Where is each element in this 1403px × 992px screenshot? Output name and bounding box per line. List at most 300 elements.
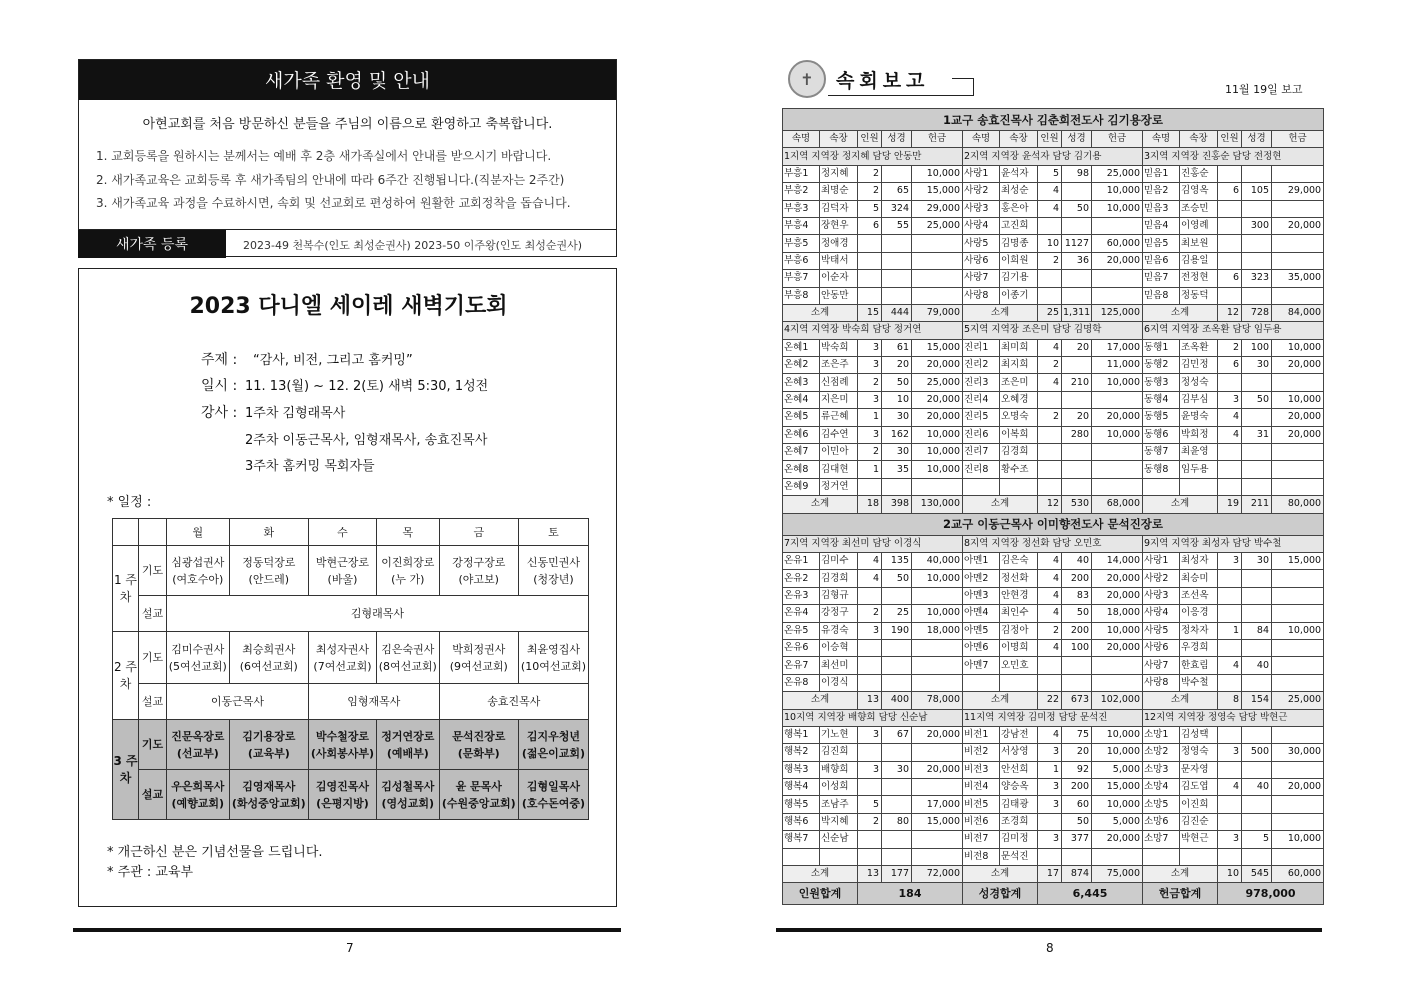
table-cell: 1 — [1218, 622, 1242, 639]
table-cell — [1000, 674, 1038, 691]
table-cell: 2 — [858, 605, 882, 622]
prayer-leader: 김기용장로 (교육부) — [229, 720, 308, 770]
subtotal-label: 소계 — [1143, 304, 1218, 321]
table-row — [783, 605, 1324, 622]
table-cell: 온유8 — [783, 674, 820, 691]
table-row — [783, 391, 1324, 408]
table-cell: 30 — [882, 444, 912, 461]
prayer-row-label: 기도 — [139, 632, 167, 684]
region-header: 12지역 지역장 정영숙 담당 박현근 — [1143, 709, 1324, 726]
table-cell: 10,000 — [912, 570, 963, 587]
table-cell — [1062, 217, 1092, 234]
table-cell: 진리1 — [963, 339, 1000, 356]
table-cell — [1038, 287, 1062, 304]
subtotal-label: 소계 — [783, 692, 858, 709]
table-cell: 190 — [882, 622, 912, 639]
table-cell — [1272, 461, 1324, 478]
table-cell — [1092, 461, 1143, 478]
day-header: 목 — [376, 519, 439, 546]
table-cell — [1218, 461, 1242, 478]
table-cell: 사랑7 — [1143, 657, 1180, 674]
table-cell: 소망5 — [1143, 796, 1180, 813]
table-cell: 부흥8 — [783, 287, 820, 304]
table-cell: 진리8 — [963, 461, 1000, 478]
table-cell — [1092, 478, 1143, 495]
report-date: 11월 19일 보고 — [1225, 83, 1303, 96]
table-cell: 고진희 — [1000, 217, 1038, 234]
table-cell — [1218, 726, 1242, 743]
table-cell — [1242, 444, 1272, 461]
table-cell: 부흥7 — [783, 270, 820, 287]
table-cell: 20,000 — [1092, 831, 1143, 848]
table-cell — [882, 235, 912, 252]
table-cell: 정지혜 — [820, 165, 858, 182]
table-cell: 사랑4 — [1143, 605, 1180, 622]
note: * 개근하신 분은 기념선물을 드립니다. — [107, 845, 323, 860]
table-cell: 문자영 — [1180, 761, 1218, 778]
subtotal-label: 소계 — [1143, 692, 1218, 709]
column-header: 성경 — [1062, 131, 1092, 148]
table-cell: 17,000 — [1092, 339, 1143, 356]
table-cell: 40 — [1242, 779, 1272, 796]
table-cell: 3 — [1218, 391, 1242, 408]
table-cell: 20,000 — [1092, 409, 1143, 426]
table-cell: 55 — [882, 217, 912, 234]
table-cell: 4 — [1038, 552, 1062, 569]
table-cell — [912, 744, 963, 761]
table-cell — [882, 779, 912, 796]
table-cell: 29,000 — [1272, 183, 1324, 200]
table-cell — [783, 848, 820, 865]
table-cell: 온유2 — [783, 570, 820, 587]
table-cell: 온혜2 — [783, 357, 820, 374]
sermon-speaker: 김형래목사 — [167, 596, 589, 632]
speaker-label: 강사 : — [201, 405, 238, 421]
table-cell: 소망7 — [1143, 831, 1180, 848]
table-row — [783, 426, 1324, 443]
table-row — [783, 587, 1324, 604]
table-cell — [882, 657, 912, 674]
table-row — [783, 709, 1324, 726]
table-cell: 135 — [882, 552, 912, 569]
table-cell: 장현우 — [820, 217, 858, 234]
table-cell — [1062, 183, 1092, 200]
table-cell: 동행2 — [1143, 357, 1180, 374]
date-text: 11. 13(월) ~ 12. 2(토) 새벽 5:30, 1성전 — [245, 379, 489, 394]
table-cell: 10,000 — [1272, 831, 1324, 848]
table-cell: 행복4 — [783, 779, 820, 796]
table-cell — [912, 674, 963, 691]
table-cell: 조남주 — [820, 796, 858, 813]
table-cell: 4 — [1038, 570, 1062, 587]
sermon-speaker: 임형재목사 — [308, 684, 439, 720]
welcome-step: 2. 새가족교육은 교회등록 후 새가족팀의 안내에 따라 6주간 진행됩니다.(직분자는 2주간) — [96, 172, 565, 187]
table-cell: 14,000 — [1092, 552, 1143, 569]
table-cell: 황수조 — [1000, 461, 1038, 478]
prayer-leader: 이진희장로 (누 가) — [376, 546, 439, 596]
table-cell: 사랑8 — [963, 287, 1000, 304]
subtotal-label: 소계 — [783, 304, 858, 321]
table-cell: 진리7 — [963, 444, 1000, 461]
table-row — [783, 148, 1324, 165]
table-cell — [882, 674, 912, 691]
table-row — [783, 639, 1324, 656]
table-cell — [1092, 391, 1143, 408]
table-row — [783, 200, 1324, 217]
table-cell: 11,000 — [1092, 357, 1143, 374]
table-cell: 60 — [1062, 796, 1092, 813]
table-cell — [1038, 848, 1062, 865]
subtotal-value: 130,000 — [912, 496, 963, 513]
table-cell: 3 — [1218, 744, 1242, 761]
total-label: 인원합계 — [783, 883, 858, 905]
table-cell — [1272, 761, 1324, 778]
table-cell — [1092, 287, 1143, 304]
table-cell — [912, 639, 963, 656]
table-cell: 사랑8 — [1143, 674, 1180, 691]
table-cell: 6 — [858, 217, 882, 234]
table-cell: 동행3 — [1143, 374, 1180, 391]
table-cell: 5 — [858, 200, 882, 217]
table-cell — [1062, 461, 1092, 478]
table-cell: 67 — [882, 726, 912, 743]
table-cell: 최성자 — [1180, 552, 1218, 569]
table-cell: 10,000 — [1272, 339, 1324, 356]
table-cell: 최선미 — [820, 657, 858, 674]
week-label: 1 주 차 — [113, 546, 139, 632]
table-cell: 10,000 — [1092, 726, 1143, 743]
table-cell: 5,000 — [1092, 813, 1143, 830]
subtotal-value: 15 — [858, 304, 882, 321]
subtotal-value: 12 — [1038, 496, 1062, 513]
column-header: 성경 — [1242, 131, 1272, 148]
table-cell — [1272, 813, 1324, 830]
prayer-row-label: 기도 — [139, 720, 167, 770]
table-cell: 이순자 — [820, 270, 858, 287]
speaker-2: 2주차 이동근목사, 임형재목사, 송효진목사 — [245, 433, 488, 448]
table-cell: 6 — [1218, 357, 1242, 374]
subtotal-value: 545 — [1242, 866, 1272, 883]
table-cell — [882, 796, 912, 813]
table-row — [783, 165, 1324, 182]
table-cell: 부흥1 — [783, 165, 820, 182]
table-cell — [1242, 761, 1272, 778]
table-cell — [1038, 270, 1062, 287]
sermon-speaker: 이동근목사 — [167, 684, 309, 720]
table-row — [783, 252, 1324, 269]
table-row — [783, 552, 1324, 569]
table-cell: 4 — [1218, 657, 1242, 674]
sermon-speaker: 김영재목사 (화성중앙교회) — [229, 770, 308, 820]
table-cell: 진리5 — [963, 409, 1000, 426]
table-cell: 온혜9 — [783, 478, 820, 495]
table-cell: 김경희 — [820, 570, 858, 587]
church-logo-icon: ✝ — [788, 60, 826, 98]
table-cell: 4 — [1218, 409, 1242, 426]
column-header: 속장 — [1000, 131, 1038, 148]
table-cell: 문석진 — [1000, 848, 1038, 865]
table-cell: 323 — [1242, 270, 1272, 287]
registration-text: 2023-49 천복수(인도 최성순권사) 2023-50 이주왕(인도 최성순권사) — [243, 239, 583, 252]
table-cell: 홍은아 — [1000, 200, 1038, 217]
table-cell: 신점례 — [820, 374, 858, 391]
table-cell: 정동덕 — [1180, 287, 1218, 304]
table-cell: 15,000 — [912, 339, 963, 356]
table-cell: 3 — [858, 622, 882, 639]
day-header: 월 — [167, 519, 230, 546]
table-cell: 3 — [1218, 552, 1242, 569]
table-cell: 우경희 — [1180, 639, 1218, 656]
table-cell — [1242, 674, 1272, 691]
table-cell: 사랑3 — [963, 200, 1000, 217]
table-cell: 최지희 — [1000, 357, 1038, 374]
prayer-row-label: 기도 — [139, 546, 167, 596]
table-cell: 정차자 — [1180, 622, 1218, 639]
subtotal-value: 68,000 — [1092, 496, 1143, 513]
day-header: 화 — [229, 519, 308, 546]
week-label: 3 주 차 — [113, 720, 139, 820]
table-cell: 4 — [858, 570, 882, 587]
table-cell: 50 — [882, 570, 912, 587]
table-cell — [858, 831, 882, 848]
subtotal-value: 728 — [1242, 304, 1272, 321]
table-cell: 정성숙 — [1180, 374, 1218, 391]
table-cell: 65 — [882, 183, 912, 200]
table-cell — [882, 287, 912, 304]
table-cell: 2 — [1038, 252, 1062, 269]
table-cell — [1242, 252, 1272, 269]
table-cell — [858, 848, 882, 865]
subtotal-value: 19 — [1218, 496, 1242, 513]
table-row — [783, 848, 1324, 865]
table-cell — [1272, 235, 1324, 252]
table-cell — [1038, 426, 1062, 443]
column-header: 인원 — [1038, 131, 1062, 148]
table-cell — [1218, 165, 1242, 182]
table-cell — [1062, 444, 1092, 461]
prayer-leader: 김지우청년 (젊은이교회) — [518, 720, 588, 770]
table-cell: 5 — [858, 796, 882, 813]
table-cell — [882, 252, 912, 269]
table-cell — [1242, 374, 1272, 391]
table-cell — [1242, 461, 1272, 478]
table-cell: 부흥6 — [783, 252, 820, 269]
table-cell: 비전7 — [963, 831, 1000, 848]
table-cell: 온유6 — [783, 639, 820, 656]
table-cell — [882, 270, 912, 287]
table-cell: 31 — [1242, 426, 1272, 443]
table-row — [783, 496, 1324, 513]
table-cell: 행복3 — [783, 761, 820, 778]
table-cell: 조은미 — [1000, 374, 1038, 391]
column-header: 헌금 — [1092, 131, 1143, 148]
table-row — [783, 235, 1324, 252]
table-cell: 20,000 — [1092, 570, 1143, 587]
column-header: 성경 — [882, 131, 912, 148]
table-cell: 아멘1 — [963, 552, 1000, 569]
table-cell: 사랑4 — [963, 217, 1000, 234]
table-cell: 김진순 — [1180, 813, 1218, 830]
table-cell: 36 — [1062, 252, 1092, 269]
table-cell: 280 — [1062, 426, 1092, 443]
table-cell: 210 — [1062, 374, 1092, 391]
subtotal-value: 530 — [1062, 496, 1092, 513]
table-cell: 3 — [858, 357, 882, 374]
table-cell: 소망6 — [1143, 813, 1180, 830]
table-cell: 김미수 — [820, 552, 858, 569]
table-row — [783, 304, 1324, 321]
table-cell: 4 — [1038, 639, 1062, 656]
table-cell: 84 — [1242, 622, 1272, 639]
table-cell: 조은주 — [820, 357, 858, 374]
table-cell: 4 — [1038, 200, 1062, 217]
prayer-leader: 강정구장로 (야고보) — [439, 546, 518, 596]
table-cell: 이경식 — [820, 674, 858, 691]
subtotal-label: 소계 — [783, 496, 858, 513]
table-cell: 40 — [1242, 657, 1272, 674]
column-header: 속장 — [820, 131, 858, 148]
table-cell: 온혜7 — [783, 444, 820, 461]
schedule-label: * 일정 : — [107, 495, 152, 510]
table-cell: 20,000 — [1092, 639, 1143, 656]
table-cell — [1242, 409, 1272, 426]
welcome-steps — [96, 145, 616, 216]
table-cell: 동행6 — [1143, 426, 1180, 443]
sermon-speaker: 송효진목사 — [439, 684, 588, 720]
speaker-3: 3주차 홈커밍 목회자들 — [245, 459, 375, 474]
table-cell: 정거연 — [820, 478, 858, 495]
table-row — [783, 322, 1324, 339]
prayer-leader: 최성자권사 (7여선교회) — [308, 632, 376, 684]
table-cell: 최보원 — [1180, 235, 1218, 252]
table-cell — [1242, 848, 1272, 865]
table-row — [783, 409, 1324, 426]
table-cell: 30 — [882, 761, 912, 778]
table-cell: 10,000 — [912, 426, 963, 443]
registration-bar — [78, 229, 617, 257]
sermon-speaker: 김영진목사 (은평지방) — [308, 770, 376, 820]
table-cell: 3 — [1038, 744, 1062, 761]
table-cell — [858, 587, 882, 604]
table-cell: 2 — [858, 813, 882, 830]
table-cell — [882, 848, 912, 865]
table-cell: 1 — [1038, 761, 1062, 778]
table-cell: 2 — [1038, 622, 1062, 639]
table-cell: 정선화 — [1000, 570, 1038, 587]
table-row — [783, 535, 1324, 552]
table-cell — [1242, 587, 1272, 604]
subtotal-value: 79,000 — [912, 304, 963, 321]
column-header: 속장 — [1180, 131, 1218, 148]
table-cell: 100 — [1242, 339, 1272, 356]
subtotal-value: 13 — [858, 866, 882, 883]
schedule-table — [112, 518, 589, 820]
table-cell — [858, 779, 882, 796]
table-row — [783, 883, 1324, 905]
table-cell: 김은숙 — [1000, 552, 1038, 569]
table-row — [783, 866, 1324, 883]
table-cell — [1218, 444, 1242, 461]
subtotal-value: 17 — [1038, 866, 1062, 883]
subtotal-label: 소계 — [963, 304, 1038, 321]
table-cell — [1092, 270, 1143, 287]
table-cell — [1092, 674, 1143, 691]
table-cell — [858, 270, 882, 287]
prayer-title: 2023 다니엘 세이레 새벽기도회 — [189, 294, 508, 319]
table-cell: 200 — [1062, 779, 1092, 796]
subtotal-value: 1,311 — [1062, 304, 1092, 321]
page-number: 7 — [346, 941, 354, 955]
table-cell: 김용일 — [1180, 252, 1218, 269]
table-cell — [1218, 605, 1242, 622]
table-cell — [1242, 478, 1272, 495]
table-row — [783, 779, 1324, 796]
table-cell: 30 — [1242, 552, 1272, 569]
table-cell: 온혜6 — [783, 426, 820, 443]
region-header: 11지역 지역장 김미정 담당 문석진 — [963, 709, 1143, 726]
welcome-step: 3. 새가족교육 과정을 수료하시면, 속회 및 선교회로 편성하여 원활한 교회정착을 돕습니다. — [96, 196, 571, 210]
table-cell: 진리4 — [963, 391, 1000, 408]
table-cell — [858, 674, 882, 691]
table-cell — [1062, 391, 1092, 408]
table-cell: 5,000 — [1092, 761, 1143, 778]
welcome-step: 1. 교회등록을 원하시는 분께서는 예배 후 2층 새가족실에서 안내를 받으시기 바랍니다. — [96, 149, 552, 163]
table-row — [783, 513, 1324, 535]
table-cell: 80 — [882, 813, 912, 830]
table-cell: 유경숙 — [820, 622, 858, 639]
table-cell — [1000, 478, 1038, 495]
table-cell: 사랑6 — [1143, 639, 1180, 656]
table-cell — [882, 587, 912, 604]
table-cell: 온혜8 — [783, 461, 820, 478]
table-cell: 윤석자 — [1000, 165, 1038, 182]
table-cell: 동행7 — [1143, 444, 1180, 461]
table-cell: 믿음1 — [1143, 165, 1180, 182]
table-cell: 20 — [1062, 744, 1092, 761]
speaker-1: 1주차 김형래목사 — [245, 406, 346, 421]
table-cell: 5 — [1242, 831, 1272, 848]
table-cell: 3 — [1038, 779, 1062, 796]
table-cell — [1242, 200, 1272, 217]
table-cell: 3 — [1038, 796, 1062, 813]
table-cell — [912, 478, 963, 495]
table-cell: 조경희 — [1000, 813, 1038, 830]
table-cell: 아멘6 — [963, 639, 1000, 656]
table-cell — [1143, 478, 1180, 495]
table-cell: 사랑6 — [963, 252, 1000, 269]
table-cell: 류근혜 — [820, 409, 858, 426]
table-cell: 4 — [1038, 605, 1062, 622]
table-cell: 아멘4 — [963, 605, 1000, 622]
table-cell — [1242, 165, 1272, 182]
table-cell: 비전6 — [963, 813, 1000, 830]
subtotal-value: 72,000 — [912, 866, 963, 883]
subtotal-value: 12 — [1218, 304, 1242, 321]
table-cell: 60,000 — [1092, 235, 1143, 252]
table-cell: 정애경 — [820, 235, 858, 252]
table-cell: 10,000 — [1092, 374, 1143, 391]
theme-text: “감사, 비전, 그리고 홈커밍” — [253, 353, 413, 368]
table-cell: 박현근 — [1180, 831, 1218, 848]
table-cell — [1062, 270, 1092, 287]
table-cell: 부흥3 — [783, 200, 820, 217]
table-cell: 최성순 — [1000, 183, 1038, 200]
table-cell: 김도엽 — [1180, 779, 1218, 796]
table-cell: 17,000 — [912, 796, 963, 813]
column-header: 헌금 — [912, 131, 963, 148]
subtotal-value: 78,000 — [912, 692, 963, 709]
table-cell — [1038, 391, 1062, 408]
